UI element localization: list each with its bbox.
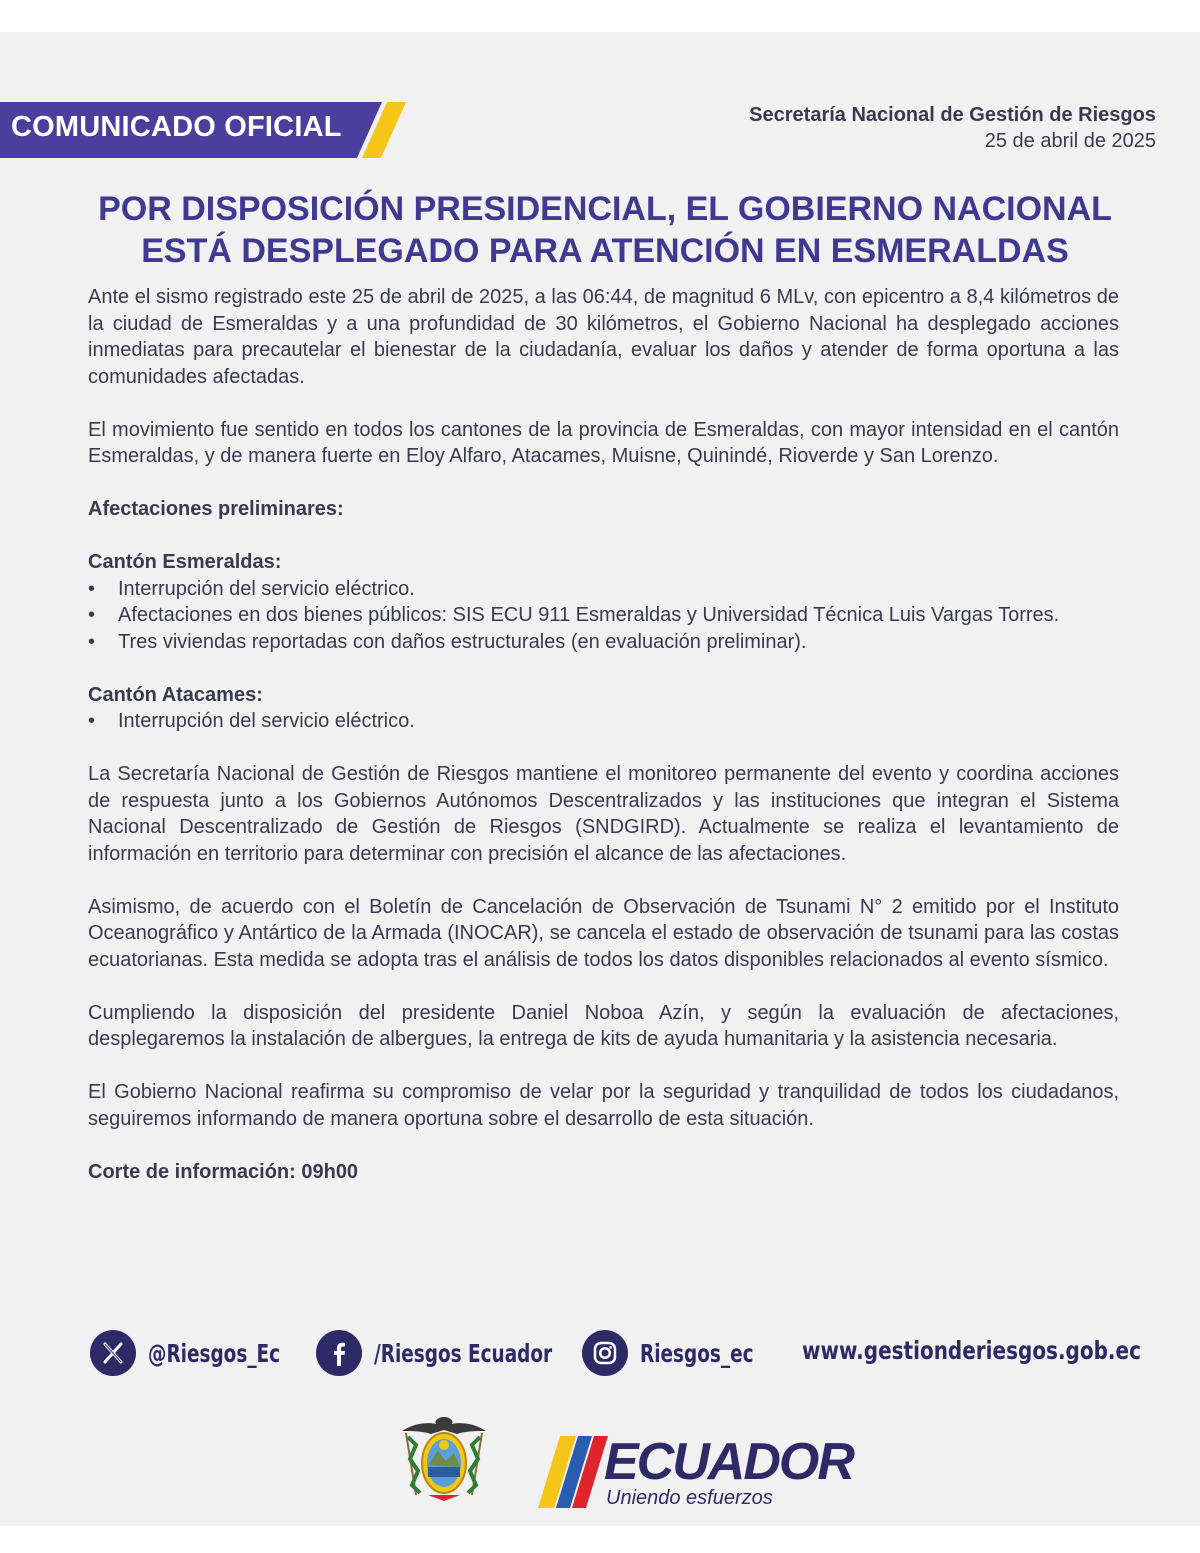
facebook-handle[interactable]: /Riesgos Ecuador [374,1338,553,1368]
social-facebook[interactable] [316,1330,591,1376]
list-item: • Interrupción del servicio eléctrico. [88,708,1119,735]
paragraph-shelters: Cumpliendo la disposición del presidente Daniel Noboa Azín, y según la evaluación de afectaciones, desplegaremos la instalación de albergues, la entrega de kits de ayuda humanitaria y la asistencia necesaria. [88,1001,1119,1050]
logo-wordmark: ECUADOR [604,1433,853,1491]
paragraph-monitoring: La Secretaría Nacional de Gestión de Riesgos mantiene el monitoreo permanente del evento y coordina acciones de respuesta junto a los Gobiernos Autónomos Descentralizados y las instituciones que integran el Sistema Nacional Descentralizado de Gestión de Riesgos (SNDGIRD). Actualmente se realiza el levantamiento de información en territorio para determinar con precisión el alcance de las afectaciones. [88,763,1119,865]
canton-esmeraldas-heading: Cantón Esmeraldas: [88,551,282,573]
paragraph-tsunami: Asimismo, de acuerdo con el Boletín de Cancelación de Observación de Tsunami N° 2 emitido por el Instituto Oceanográfico y Antártico de la Armada (INOCAR), se cancela el estado de observación de tsunami para las costas ecuatorianas. Esta medida se adopta tras el análisis de todos los datos disponibles relacionados al evento sísmico. [88,895,1119,971]
paragraph-felt-areas: El movimiento fue sentido en todos los cantones de la provincia de Esmeraldas, con mayor intensidad en el cantón Esmeraldas, y de manera fuerte en Eloy Alfaro, Atacames, Muisne, Quinindé, Rioverde y San Lorenzo. [88,418,1119,467]
logo-tagline: Uniendo esfuerzos [606,1487,773,1509]
release-date: 25 de abril de 2025 [984,130,1156,152]
paragraph-earthquake-summary: Ante el sismo registrado este 25 de abril de 2025, a las 06:44, de magnitud 6 MLv, con epicentro a 8,4 kilómetros de la ciudad de Esmeraldas y a una profundidad de 30 kilómetros, el Gobierno Nacional ha desplegado acciones inmediatas para precautelar el bienestar de la ciudadanía, evaluar los daños y atender de forma oportuna a las comunidades afectadas. [88,286,1119,388]
list-item-text: Interrupción del servicio eléctrico. [118,577,415,600]
banner-title: COMUNICADO OFICIAL [11,111,342,143]
communique-body [88,284,1119,1185]
list-item-text: Tres viviendas reportadas con daños estructurales (en evaluación preliminar). [118,630,807,653]
title-line-2: ESTÁ DESPLEGADO PARA ATENCIÓN EN ESMERALDAS [141,232,1069,270]
organization-name: Secretaría Nacional de Gestión de Riesgos [749,104,1156,126]
social-links [90,1330,1141,1380]
list-item: • Interrupción del servicio eléctrico. [88,576,1119,603]
issuer-block [749,102,1156,154]
paragraph-commitment: El Gobierno Nacional reafirma su compromiso de velar por la seguridad y tranquilidad de todos los ciudadanos, seguiremos informando de manera oportuna sobre el desarrollo de esta situación. [88,1081,1119,1130]
website-link[interactable]: www.gestionderiesgos.gob.ec [802,1336,1141,1365]
communique-page [0,32,1200,1526]
x-icon [90,1330,136,1376]
list-item: • Tres viviendas reportadas con daños estructurales (en evaluación preliminar). [88,629,1119,656]
coat-of-arms-icon [398,1415,490,1503]
canton-atacames-heading: Cantón Atacames: [88,683,263,706]
list-item: • Afectaciones en dos bienes públicos: SIS ECU 911 Esmeraldas y Universidad Técnica Luis Vargas Torres. [88,602,1119,629]
page-title [40,188,1170,272]
official-banner [0,102,400,158]
list-item-text: Interrupción del servicio eléctrico. [118,710,415,732]
social-x[interactable] [90,1330,309,1376]
affectations-heading: Afectaciones preliminares: [88,498,344,520]
x-handle[interactable]: @Riesgos_Ec [148,1338,281,1368]
social-instagram[interactable] [582,1330,778,1376]
ecuador-logo [536,1432,853,1512]
instagram-icon [582,1330,628,1376]
facebook-icon [316,1330,362,1376]
instagram-handle[interactable]: Riesgos_ec [640,1338,754,1368]
title-line-1: POR DISPOSICIÓN PRESIDENCIAL, EL GOBIERNO NACIONAL [98,190,1112,228]
information-cutoff: Corte de información: 09h00 [88,1160,359,1183]
list-item-text: Afectaciones en dos bienes públicos: SIS ECU 911 Esmeraldas y Universidad Técnica Luis Vargas Torres. [118,604,1060,626]
